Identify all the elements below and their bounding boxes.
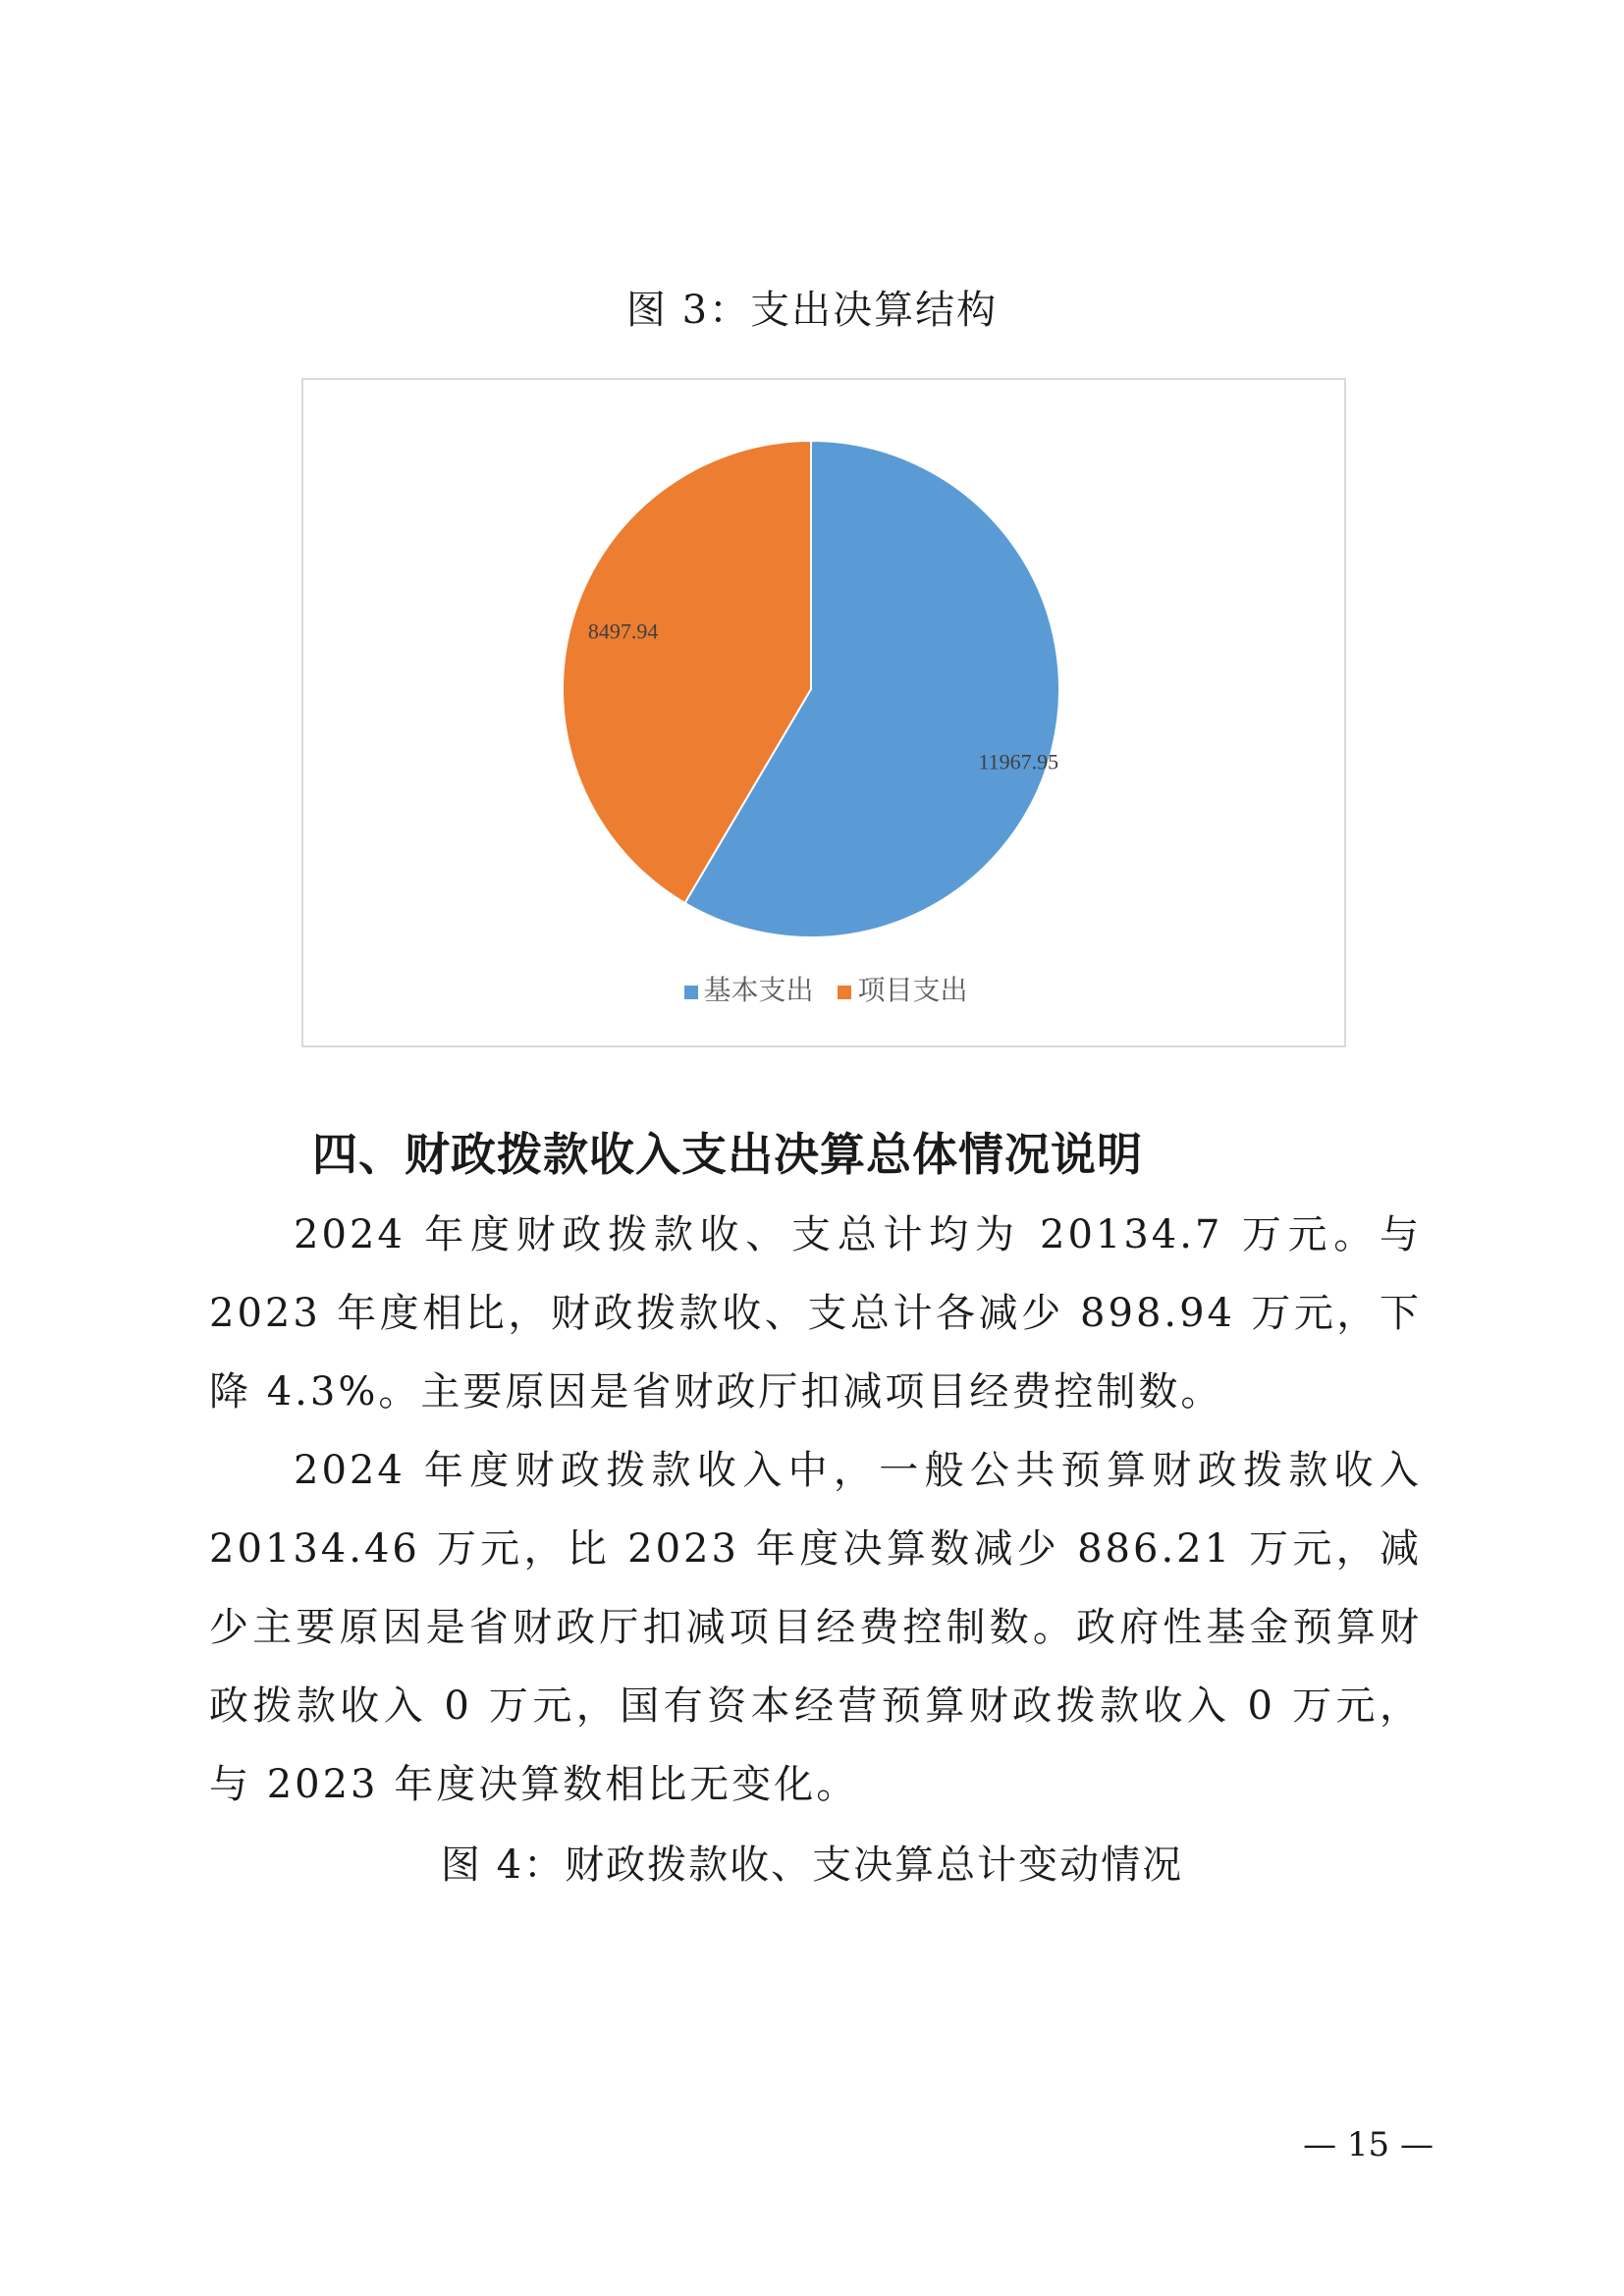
paragraph-2: 2024 年度财政拨款收入中，一般公共预算财政拨款收入 20134.46 万元，比 2023 年度决算数减少 886.21 万元，减少主要原因是省财政厅扣减项目经费控制数。政府性基金预算财政拨款收入 0 万元，国有资本经营预算财政拨款收入 0 万元，与 2023 年度决算数相比无变化。 bbox=[209, 1448, 1422, 1807]
legend-swatch-project bbox=[838, 986, 851, 999]
section-heading: 四、财政拨款收入支出决算总体情况说明 bbox=[312, 1128, 1143, 1181]
legend-swatch-basic bbox=[684, 986, 698, 999]
figure-3-caption: 图 3：支出决算结构 bbox=[625, 288, 999, 333]
legend-item-project bbox=[838, 969, 967, 1008]
data-label-project: 8497.94 bbox=[587, 618, 659, 644]
legend-item-basic bbox=[684, 969, 814, 1008]
chart-legend bbox=[303, 969, 1348, 1008]
legend-label-project: 项目支出 bbox=[857, 974, 968, 1006]
pie-chart bbox=[303, 380, 1348, 1049]
data-label-basic: 11967.95 bbox=[978, 749, 1059, 774]
page-number: — 15 — bbox=[1303, 2125, 1434, 2164]
legend-label-basic: 基本支出 bbox=[703, 974, 814, 1006]
pie-chart-container bbox=[301, 378, 1346, 1047]
figure-4-caption: 图 4：财政拨款收、支决算总计变动情况 bbox=[440, 1842, 1184, 1888]
paragraph-1: 2024 年度财政拨款收、支总计均为 20134.7 万元。与 2023 年度相比，财政拨款收、支总计各减少 898.94 万元，下降 4.3%。主要原因是省财政厅扣减项目经费控制数。 bbox=[209, 1212, 1422, 1415]
